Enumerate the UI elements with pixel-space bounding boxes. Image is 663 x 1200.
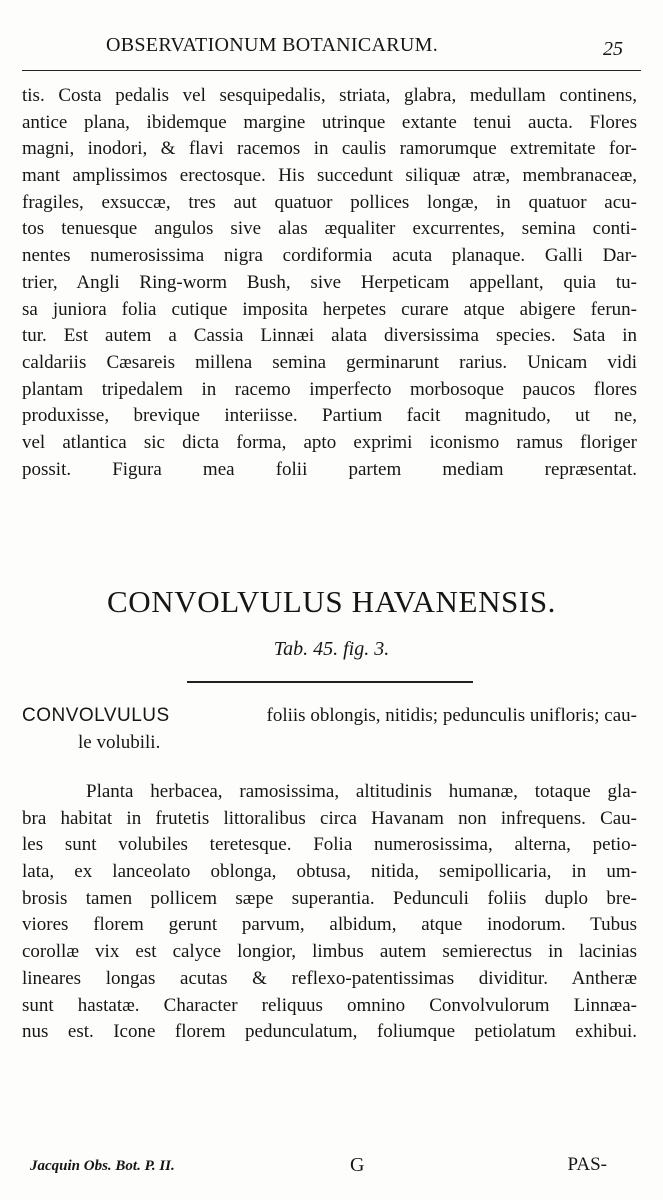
header-rule — [22, 70, 641, 71]
text-line: produxisse, brevique interiisse. Partium facit magnitudo, ut ne, — [22, 405, 637, 427]
text-line: magni, inodori, & flavi racemos in caulis ramorumque extremitate for- — [22, 138, 637, 160]
paragraph-cassia — [22, 83, 637, 483]
paragraph-convolvulus — [22, 779, 637, 1046]
text-line: mant amplissimos erectosque. His succedunt siliquæ atræ, membranaceæ, — [22, 165, 637, 187]
signature-line: Jacquin Obs. Bot. P. II. — [30, 1158, 175, 1174]
text-line: plantam tripedalem in racemo imperfecto morbosoque paucos flores — [22, 378, 637, 400]
running-title: OBSERVATIONUM BOTANICARUM. — [106, 34, 439, 56]
text-line: vel atlantica sic dicta forma, apto exprimi iconismo ramus floriger — [22, 431, 637, 453]
text-line: bra habitat in frutetis littoralibus circa Havanam non infrequens. Cau- — [22, 807, 637, 829]
text-line: Planta herbacea, ramosissima, altitudinis humanæ, totaque gla- — [86, 781, 637, 802]
catchword: PAS- — [567, 1154, 607, 1175]
text-line: caldariis Cæsareis millena semina germinarunt rarius. Unicam vidi — [22, 351, 637, 373]
text-line: fragiles, exsuccæ, tres aut quatuor pollices longæ, in quatuor acu- — [22, 191, 637, 213]
text-line: lineares longas acutas & reflexo-patentissimas dividitur. Antheræ — [22, 967, 637, 989]
text-line: corollæ vix est calyce longior, limbus autem semierectus in lacinias — [22, 941, 637, 963]
text-line: nentes numerosissima nigra cordiformia acuta planaque. Galli Dar- — [22, 245, 637, 267]
text-line: tis. Costa pedalis vel sesquipedalis, striata, glabra, medullam continens, — [22, 85, 637, 106]
diagnosis-genus: CONVOLVULUS — [22, 705, 170, 726]
text-line: possit. Figura mea folii partem mediam repræsentat. — [22, 458, 637, 480]
text-line: les sunt volubiles teretesque. Folia numerosissima, alterna, petio- — [22, 834, 637, 856]
species-title: CONVOLVULUS HAVANENSIS. — [106, 584, 557, 619]
text-line: sa juniora folia cutique imposita herpetes curare atque abigere ferun- — [22, 298, 637, 320]
diagnosis-text: foliis oblongis, nitidis; pedunculis unifloris; cau- — [266, 705, 637, 726]
text-line: nus est. Icone florem pedunculatum, foliumque petiolatum exhibui. — [22, 1021, 637, 1043]
diagnosis-line — [22, 702, 637, 729]
sheet-mark: G — [350, 1154, 365, 1176]
text-line: sunt hastatæ. Character reliquus omnino Convolvulorum Linnæa- — [22, 994, 637, 1016]
running-head — [22, 34, 641, 64]
text-line: tur. Est autem a Cassia Linnæi alata diversissima species. Sata in — [22, 325, 637, 347]
text-line: lata, ex lanceolato oblonga, obtusa, nitida, semipollicaria, in um- — [22, 861, 637, 883]
diagnosis-continuation: le volubili. — [78, 732, 161, 753]
section-rule — [187, 681, 473, 683]
plate-reference: Tab. 45. fig. 3. — [273, 638, 390, 660]
text-line: brosis tamen pollicem sæpe superantia. Pedunculi foliis duplo bre- — [22, 887, 637, 909]
page-footer — [0, 1152, 663, 1182]
text-line: viores florem gerunt parvum, albidum, atque inodorum. Tubus — [22, 914, 637, 936]
text-line: tos tenuesque angulos sive alas æqualiter excurrentes, semina conti- — [22, 218, 637, 240]
diagnosis — [22, 702, 637, 756]
text-line: antice plana, ibidemque margine utrinque extante tenui aucta. Flores — [22, 111, 637, 133]
page-number: 25 — [603, 38, 623, 60]
text-line: trier, Angli Ring-worm Bush, sive Herpeticam appellant, quia tu- — [22, 271, 637, 293]
